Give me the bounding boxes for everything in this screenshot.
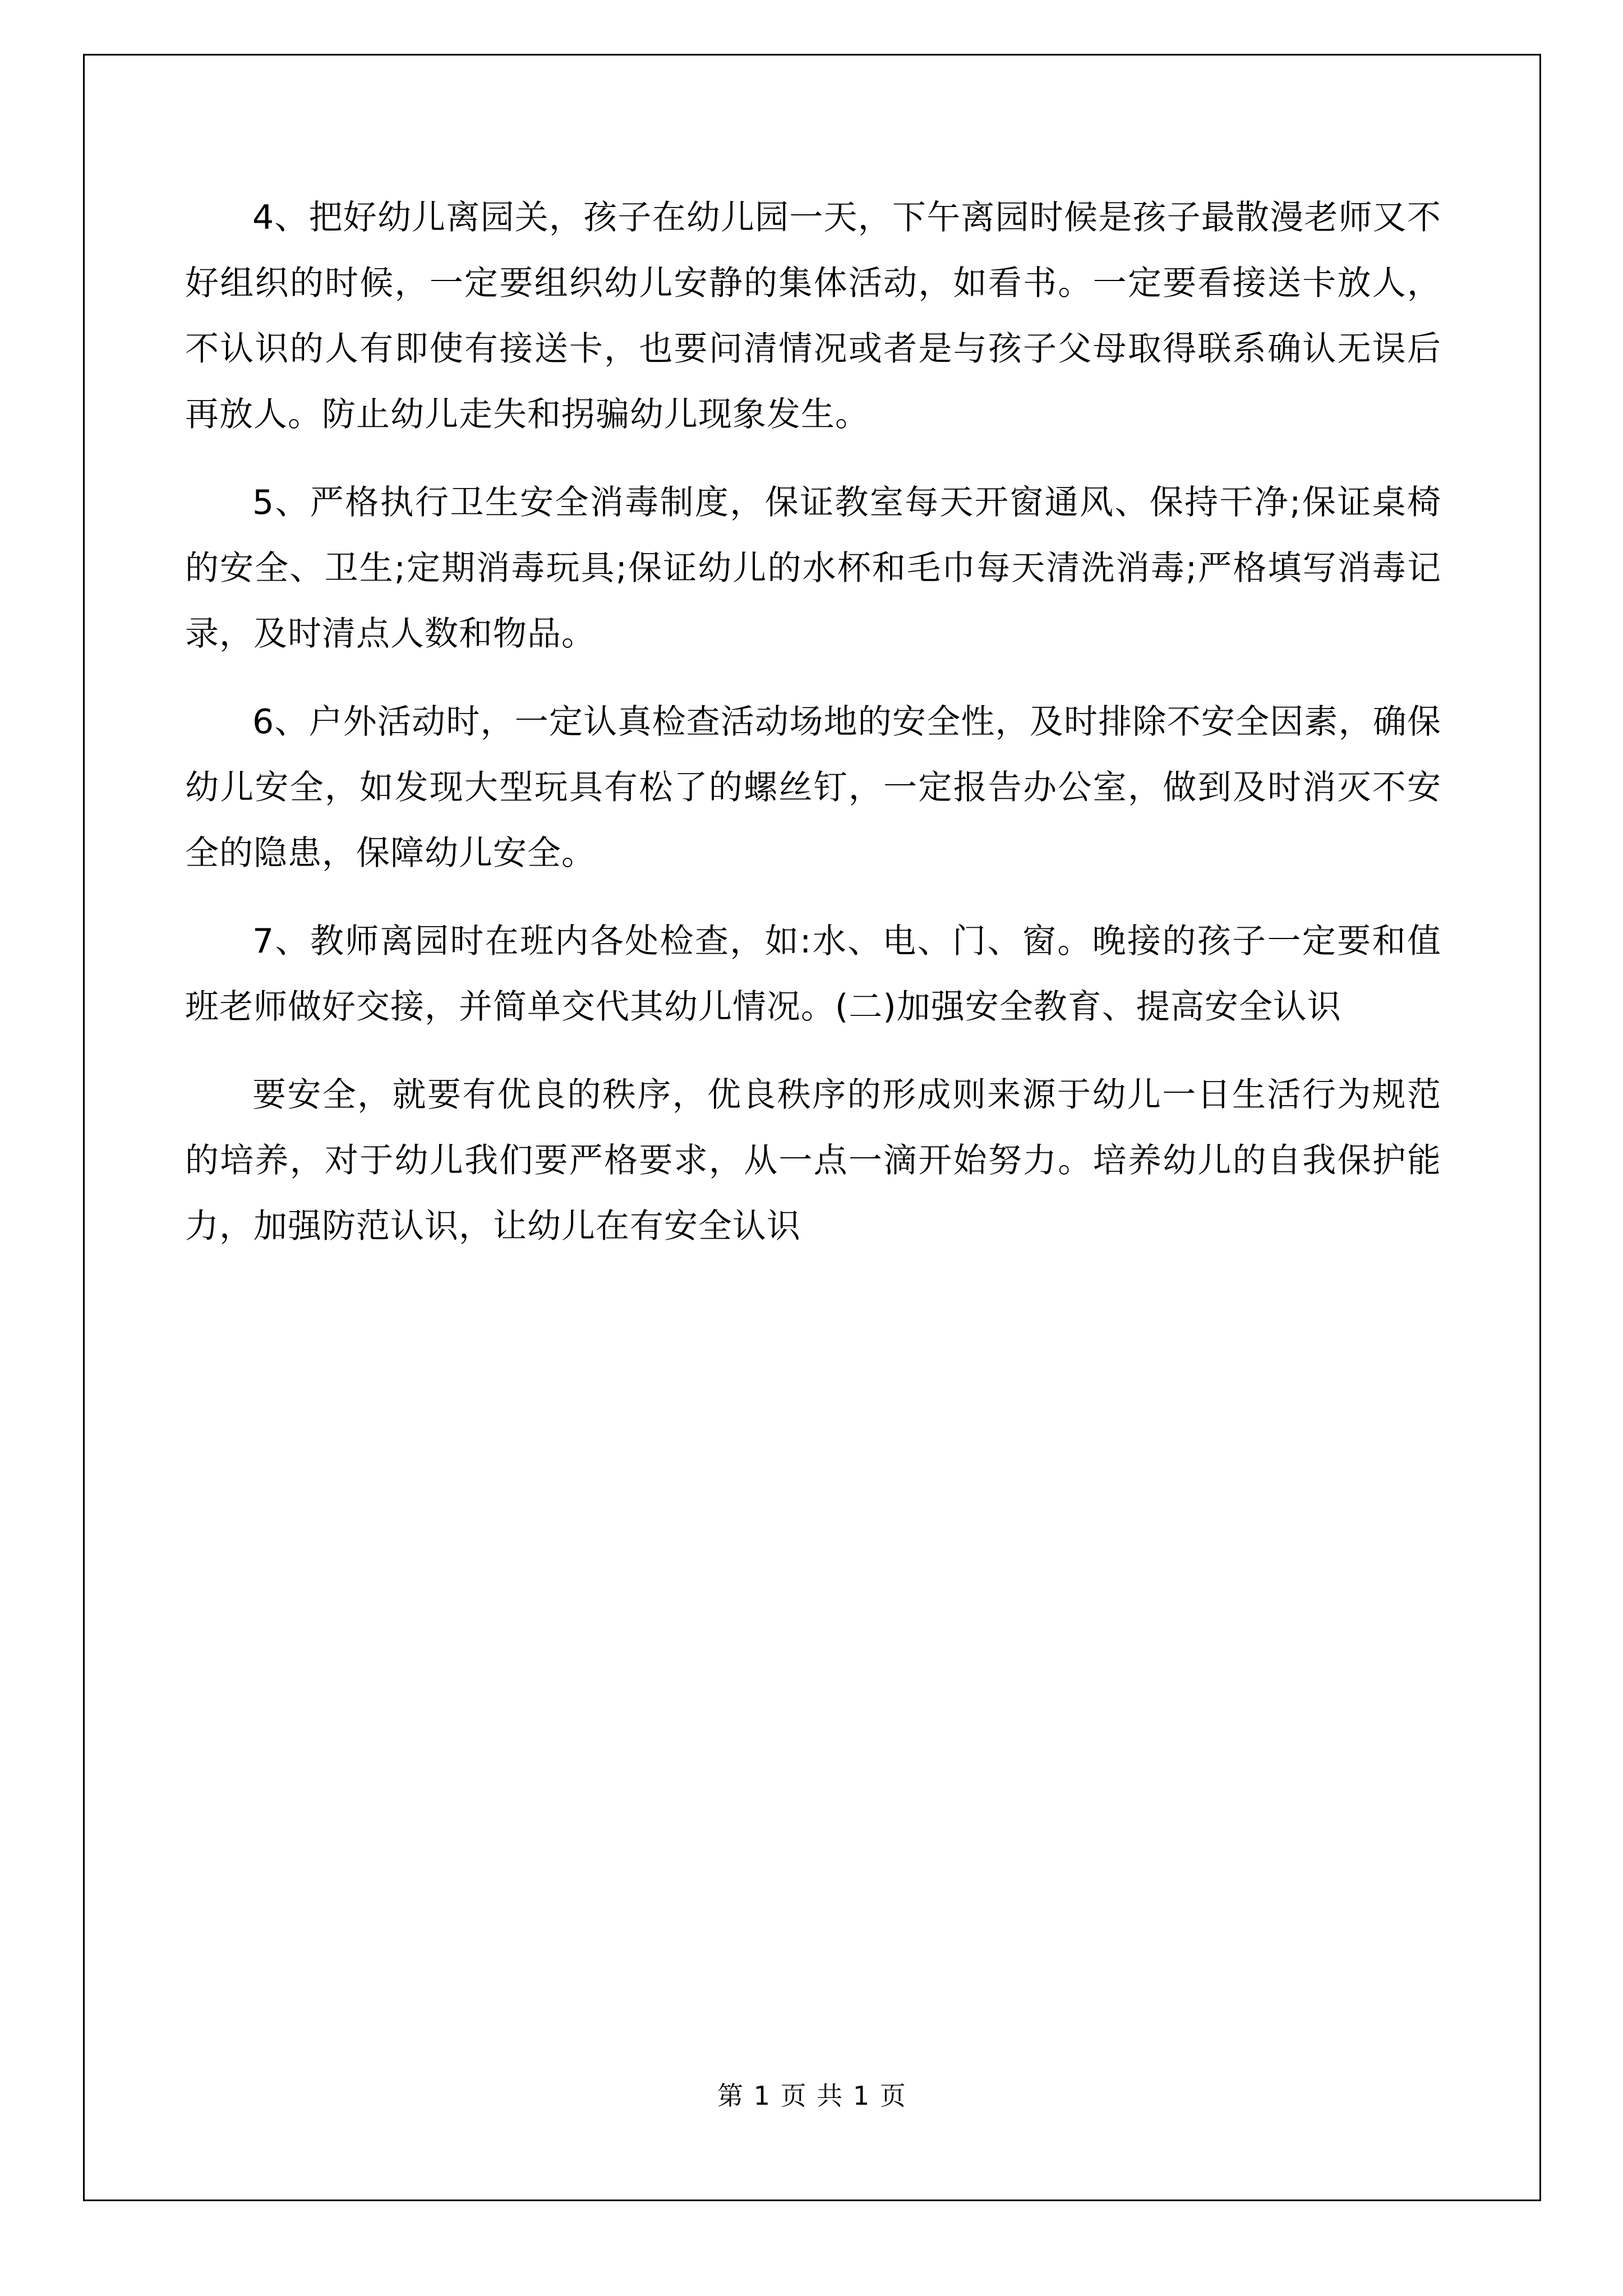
paragraph: 7、教师离园时在班内各处检查，如:水、电、门、窗。晚接的孩子一定要和值班老师做好交接，并简单交代其幼儿情况。(二)加强安全教育、提高安全认识	[185, 922, 1441, 1027]
paragraph: 5、严格执行卫生安全消毒制度，保证教室每天开窗通风、保持干净;保证桌椅的安全、卫生;定期消毒玩具;保证幼儿的水杯和毛巾每天清洗消毒;严格填写消毒记录，及时清点人数和物品。	[185, 483, 1441, 654]
paragraph: 6、户外活动时，一定认真检查活动场地的安全性，及时排除不安全因素，确保幼儿安全，如发现大型玩具有松了的螺丝钉，一定报告办公室，做到及时消灭不安全的隐患，保障幼儿安全。	[185, 702, 1441, 873]
paragraph: 4、把好幼儿离园关，孩子在幼儿园一天，下午离园时候是孩子最散漫老师又不好组织的时候，一定要组织幼儿安静的集体活动，如看书。一定要看接送卡放人，不认识的人有即使有接送卡，也要问清情况或者是与孩子父母取得联系确认无误后再放人。防止幼儿走失和拐骗幼儿现象发生。	[185, 198, 1441, 434]
paragraph: 要安全，就要有优良的秩序，优良秩序的形成则来源于幼儿一日生活行为规范的培养，对于幼儿我们要严格要求，从一点一滴开始努力。培养幼儿的自我保护能力，加强防范认识，让幼儿在有安全认识	[185, 1075, 1441, 1246]
page-footer: 第 1 页 共 1 页	[717, 2081, 907, 2111]
document-body	[185, 185, 1441, 1259]
